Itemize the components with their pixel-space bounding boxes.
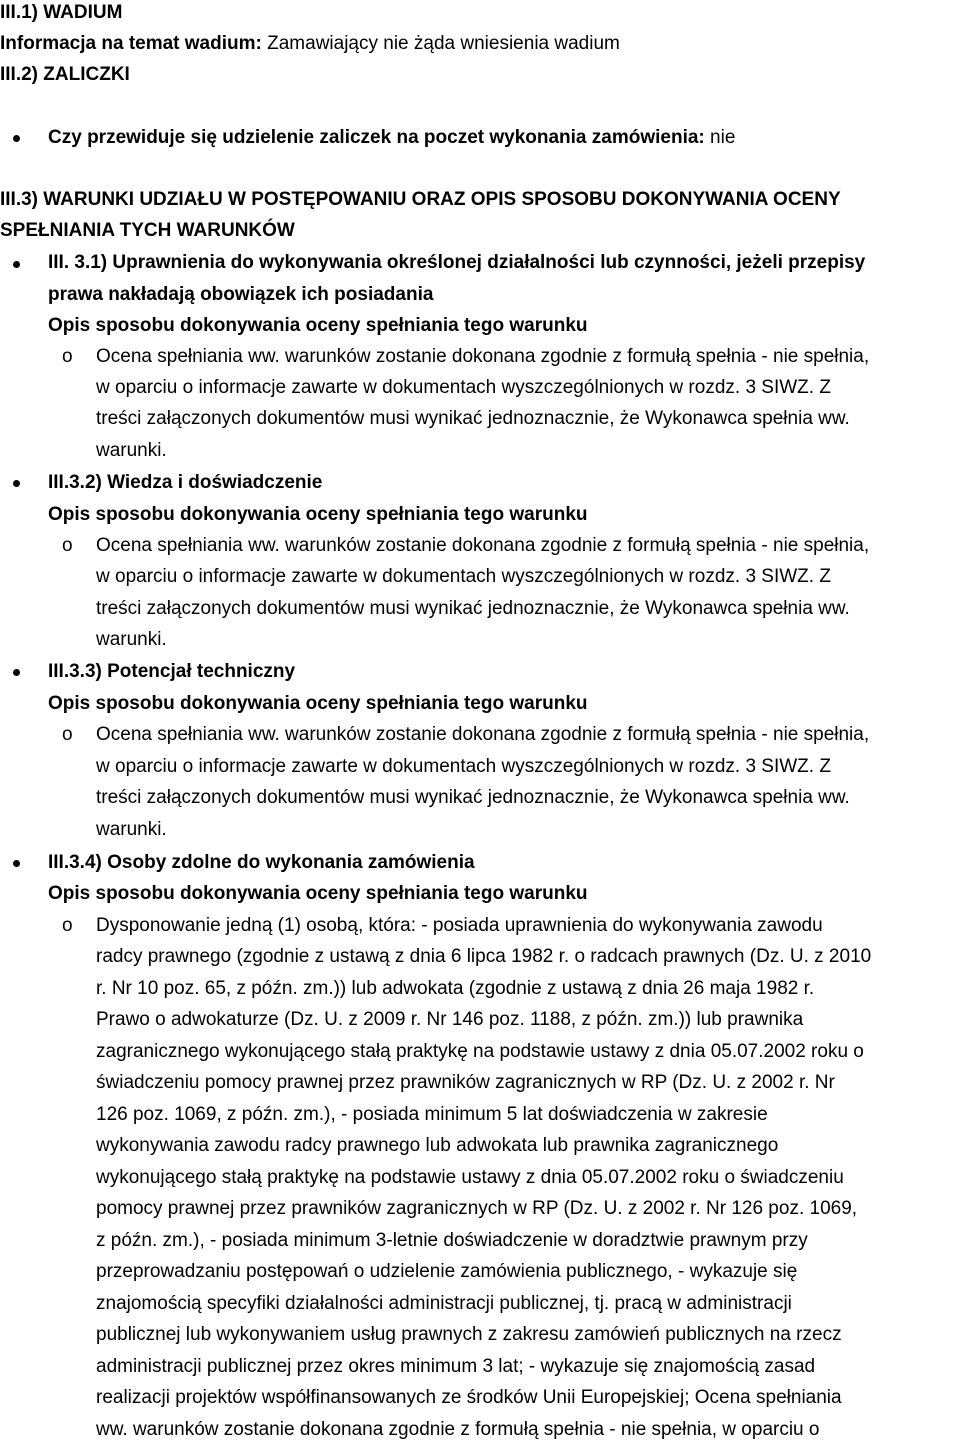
condition-4-line: pomocy prawnej przez prawników zagranicznych w RP (Dz. U. z 2002 r. Nr 126 poz. 1069, (96, 1198, 858, 1219)
condition-2-ocena-line1: Ocena spełniania ww. warunków zostanie dokonana zgodnie z formułą spełnia - nie spełnia, (96, 535, 870, 556)
condition-3-title: III.3.3) Potencjał techniczny (48, 661, 296, 682)
section-wadium-title: III.1) WADIUM (0, 2, 123, 23)
circle-bullet-icon: o (62, 346, 73, 367)
condition-4-line: 126 poz. 1069, z późn. zm.), - posiada minimum 5 lat doświadczenia w zakresie (96, 1104, 768, 1125)
circle-bullet-icon: o (62, 915, 73, 936)
condition-4-opis-label: Opis sposobu dokonywania oceny spełniania tego warunku (48, 883, 588, 904)
wadium-info (0, 33, 620, 57)
condition-2-ocena-line4: warunki. (96, 629, 167, 650)
bullet-icon (13, 261, 20, 268)
bullet-icon (13, 860, 20, 867)
wadium-info-label: Informacja na temat wadium: (0, 33, 262, 54)
condition-1-title-line1: III. 3.1) Uprawnienia do wykonywania określonej działalności lub czynności, jeżeli przepisy (48, 252, 866, 273)
condition-4-line: znajomością specyfiki działalności administracji publicznej, tj. pracą w administracji (96, 1293, 792, 1314)
circle-bullet-icon: o (62, 724, 73, 745)
condition-4-line: świadczeniu pomocy prawnej przez prawników zagranicznych w RP (Dz. U. z 2002 r. Nr (96, 1072, 835, 1093)
condition-1-ocena-line1: Ocena spełniania ww. warunków zostanie dokonana zgodnie z formułą spełnia - nie spełnia, (96, 346, 870, 367)
condition-3-opis-label: Opis sposobu dokonywania oceny spełniania tego warunku (48, 693, 588, 714)
condition-1-title-line2: prawa nakładają obowiązek ich posiadania (48, 284, 434, 305)
condition-4-line: radcy prawnego (zgodnie z ustawą z dnia 6 lipca 1982 r. o radcach prawnych (Dz. U. z 2010 (96, 946, 872, 967)
condition-4-line: Prawo o adwokaturze (Dz. U. z 2009 r. Nr 146 poz. 1188, z późn. zm.)) lub prawnika (96, 1009, 804, 1030)
bullet-icon (13, 480, 20, 487)
condition-3-ocena-line2: w oparciu o informacje zawarte w dokumentach wyszczególnionych w rozdz. 3 SIWZ. Z (96, 756, 831, 777)
condition-1-ocena-line2: w oparciu o informacje zawarte w dokumentach wyszczególnionych w rozdz. 3 SIWZ. Z (96, 377, 831, 398)
zaliczki-question-label: Czy przewiduje się udzielenie zaliczek na poczet wykonania zamówienia: (48, 127, 705, 148)
condition-4-line: r. Nr 10 poz. 65, z późn. zm.)) lub adwokata (zgodnie z ustawą z dnia 26 maja 1982 r. (96, 978, 815, 999)
condition-2-ocena-line2: w oparciu o informacje zawarte w dokumentach wyszczególnionych w rozdz. 3 SIWZ. Z (96, 566, 831, 587)
zaliczki-question-value: nie (710, 127, 736, 148)
condition-4-line: publicznej lub wykonywaniem usług prawnych z zakresu zamówień publicznych na rzecz (96, 1324, 842, 1345)
condition-3-ocena-line1: Ocena spełniania ww. warunków zostanie dokonana zgodnie z formułą spełnia - nie spełnia, (96, 724, 870, 745)
section-zaliczki-title: III.2) ZALICZKI (0, 64, 130, 85)
condition-4-line: Dysponowanie jedną (1) osobą, która: - posiada uprawnienia do wykonywania zawodu (96, 915, 823, 936)
section-warunki-title-line2: SPEŁNIANIA TYCH WARUNKÓW (0, 220, 295, 241)
condition-4-line: wykonywania zawodu radcy prawnego lub adwokata lub prawnika zagranicznego (96, 1135, 779, 1156)
condition-2-title: III.3.2) Wiedza i doświadczenie (48, 472, 323, 493)
bullet-icon (13, 669, 20, 676)
wadium-info-value: Zamawiający nie żąda wniesienia wadium (267, 33, 620, 54)
zaliczki-question (48, 127, 735, 151)
condition-2-ocena-line3: treści załączonych dokumentów musi wynikać jednoznacznie, że Wykonawca spełnia ww. (96, 598, 850, 619)
condition-4-line: ww. warunków zostanie dokonana zgodnie z formułą spełnia - nie spełnia, w oparciu o (96, 1419, 820, 1440)
condition-4-line: wykonującego stałą praktykę na podstawie ustawy z dnia 05.07.2002 roku o świadczeniu (96, 1167, 844, 1188)
condition-1-ocena-line3: treści załączonych dokumentów musi wynikać jednoznacznie, że Wykonawca spełnia ww. (96, 408, 850, 429)
condition-2-opis-label: Opis sposobu dokonywania oceny spełniania tego warunku (48, 504, 588, 525)
section-warunki-title-line1: III.3) WARUNKI UDZIAŁU W POSTĘPOWANIU ORAZ OPIS SPOSOBU DOKONYWANIA OCENY (0, 189, 841, 210)
condition-1-ocena-line4: warunki. (96, 440, 167, 461)
condition-3-ocena-line3: treści załączonych dokumentów musi wynikać jednoznacznie, że Wykonawca spełnia ww. (96, 787, 850, 808)
condition-4-line: z późn. zm.), - posiada minimum 3-letnie doświadczenie w doradztwie prawnym przy (96, 1230, 808, 1251)
condition-4-line: realizacji projektów współfinansowanych ze środków Unii Europejskiej; Ocena spełniania (96, 1387, 842, 1408)
condition-4-line: zagranicznego wykonującego stałą praktykę na podstawie ustawy z dnia 05.07.2002 roku o (96, 1041, 864, 1062)
condition-1-opis-label: Opis sposobu dokonywania oceny spełniania tego warunku (48, 315, 588, 336)
bullet-icon (13, 135, 20, 142)
condition-4-line: administracji publicznej przez okres minimum 3 lat; - wykazuje się znajomością zasad (96, 1356, 816, 1377)
condition-4-title: III.3.4) Osoby zdolne do wykonania zamówienia (48, 852, 475, 873)
condition-4-line: przeprowadzaniu postępowań o udzielenie zamówienia publicznego, - wykazuje się (96, 1261, 798, 1282)
condition-3-ocena-line4: warunki. (96, 819, 167, 840)
circle-bullet-icon: o (62, 535, 73, 556)
